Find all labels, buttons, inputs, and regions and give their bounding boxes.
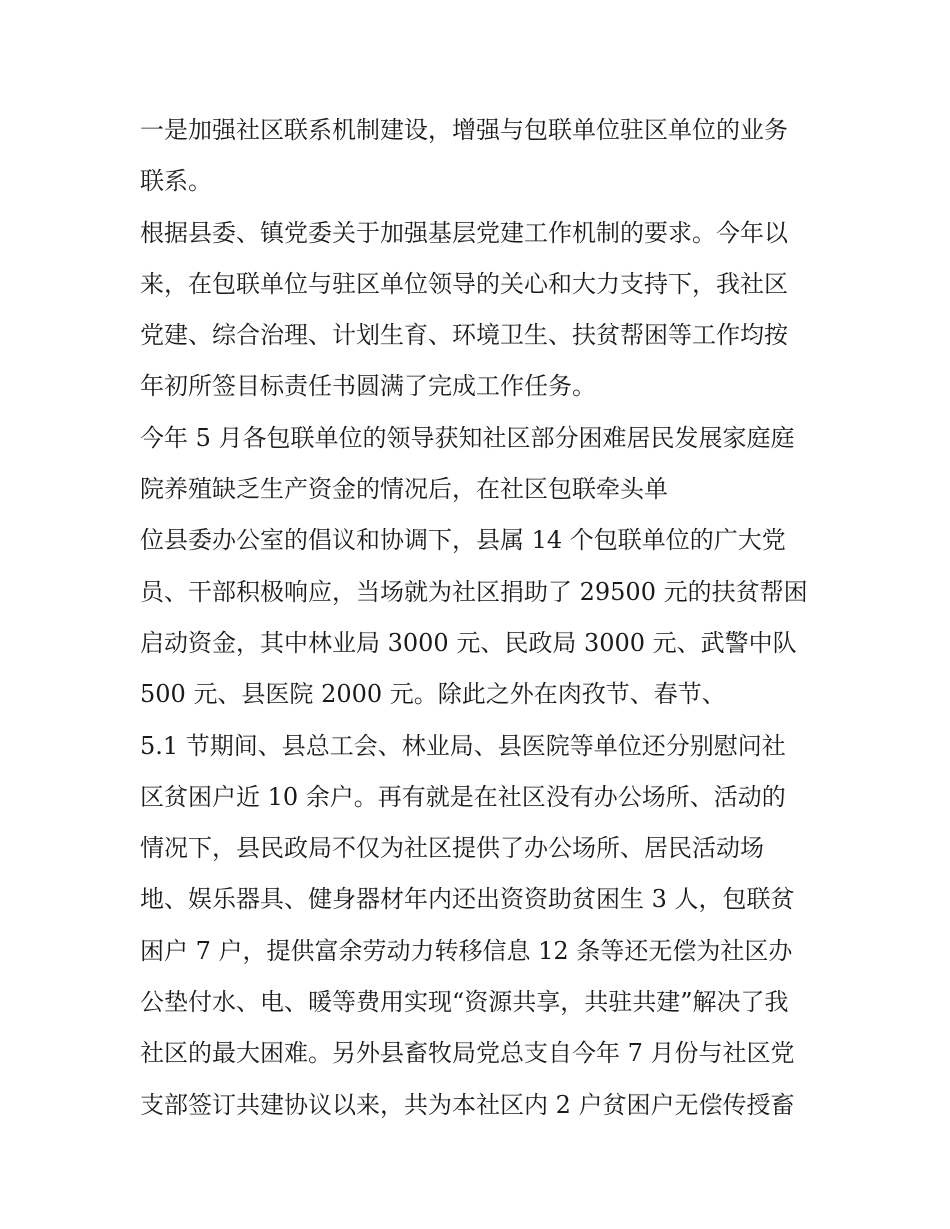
- text-line: 位县委办公室的倡议和协调下，县属 14 个包联单位的广大党: [140, 526, 786, 555]
- text-line: 根据县委、镇党委关于加强基层党建工作机制的要求。今年以: [140, 218, 788, 247]
- text-line: 联系。: [140, 167, 212, 196]
- text-line: 支部签订共建协议以来，共为本社区内 2 户贫困户无偿传授畜: [140, 1090, 795, 1119]
- text-line: 来，在包联单位与驻区单位领导的关心和大力支持下，我社区: [140, 269, 788, 298]
- text-line: 500 元、县医院 2000 元。除此之外在肉孜节、春节、: [140, 680, 726, 709]
- text-line: 院养殖缺乏生产资金的情况后，在社区包联牵头单: [140, 475, 668, 504]
- text-line: 年初所签目标责任书圆满了完成工作任务。: [140, 372, 596, 401]
- text-line: 一是加强社区联系机制建设，增强与包联单位驻区单位的业务: [140, 116, 788, 144]
- text-line: 启动资金，其中林业局 3000 元、民政局 3000 元、武警中队: [140, 628, 797, 657]
- text-line: 5.1 节期间、县总工会、林业局、县医院等单位还分别慰问社: [140, 731, 786, 760]
- text-line: 困户 7 户，提供富余劳动力转移信息 12 条等还无偿为社区办: [140, 936, 793, 965]
- text-line: 地、娱乐器具、健身器材年内还出资资助贫困生 3 人，包联贫: [140, 885, 795, 914]
- text-line: 社区的最大困难。另外县畜牧局党总支自今年 7 月份与社区党: [140, 1039, 795, 1068]
- text-line: 今年 5 月各包联单位的领导获知社区部分困难居民发展家庭庭: [140, 423, 795, 452]
- text-line: 区贫困户近 10 余户。再有就是在社区没有办公场所、活动的: [140, 782, 786, 811]
- text-line: 情况下，县民政局不仅为社区提供了办公场所、居民活动场: [140, 834, 764, 863]
- text-line: 党建、综合治理、计划生育、环境卫生、扶贫帮困等工作均按: [140, 321, 788, 350]
- body-text: [140, 108, 820, 1134]
- text-line: 公垫付水、电、暖等费用实现“资源共享，共驻共建”解决了我: [140, 988, 789, 1017]
- text-line: 员、干部积极响应，当场就为社区捐助了 29500 元的扶贫帮困: [140, 577, 808, 606]
